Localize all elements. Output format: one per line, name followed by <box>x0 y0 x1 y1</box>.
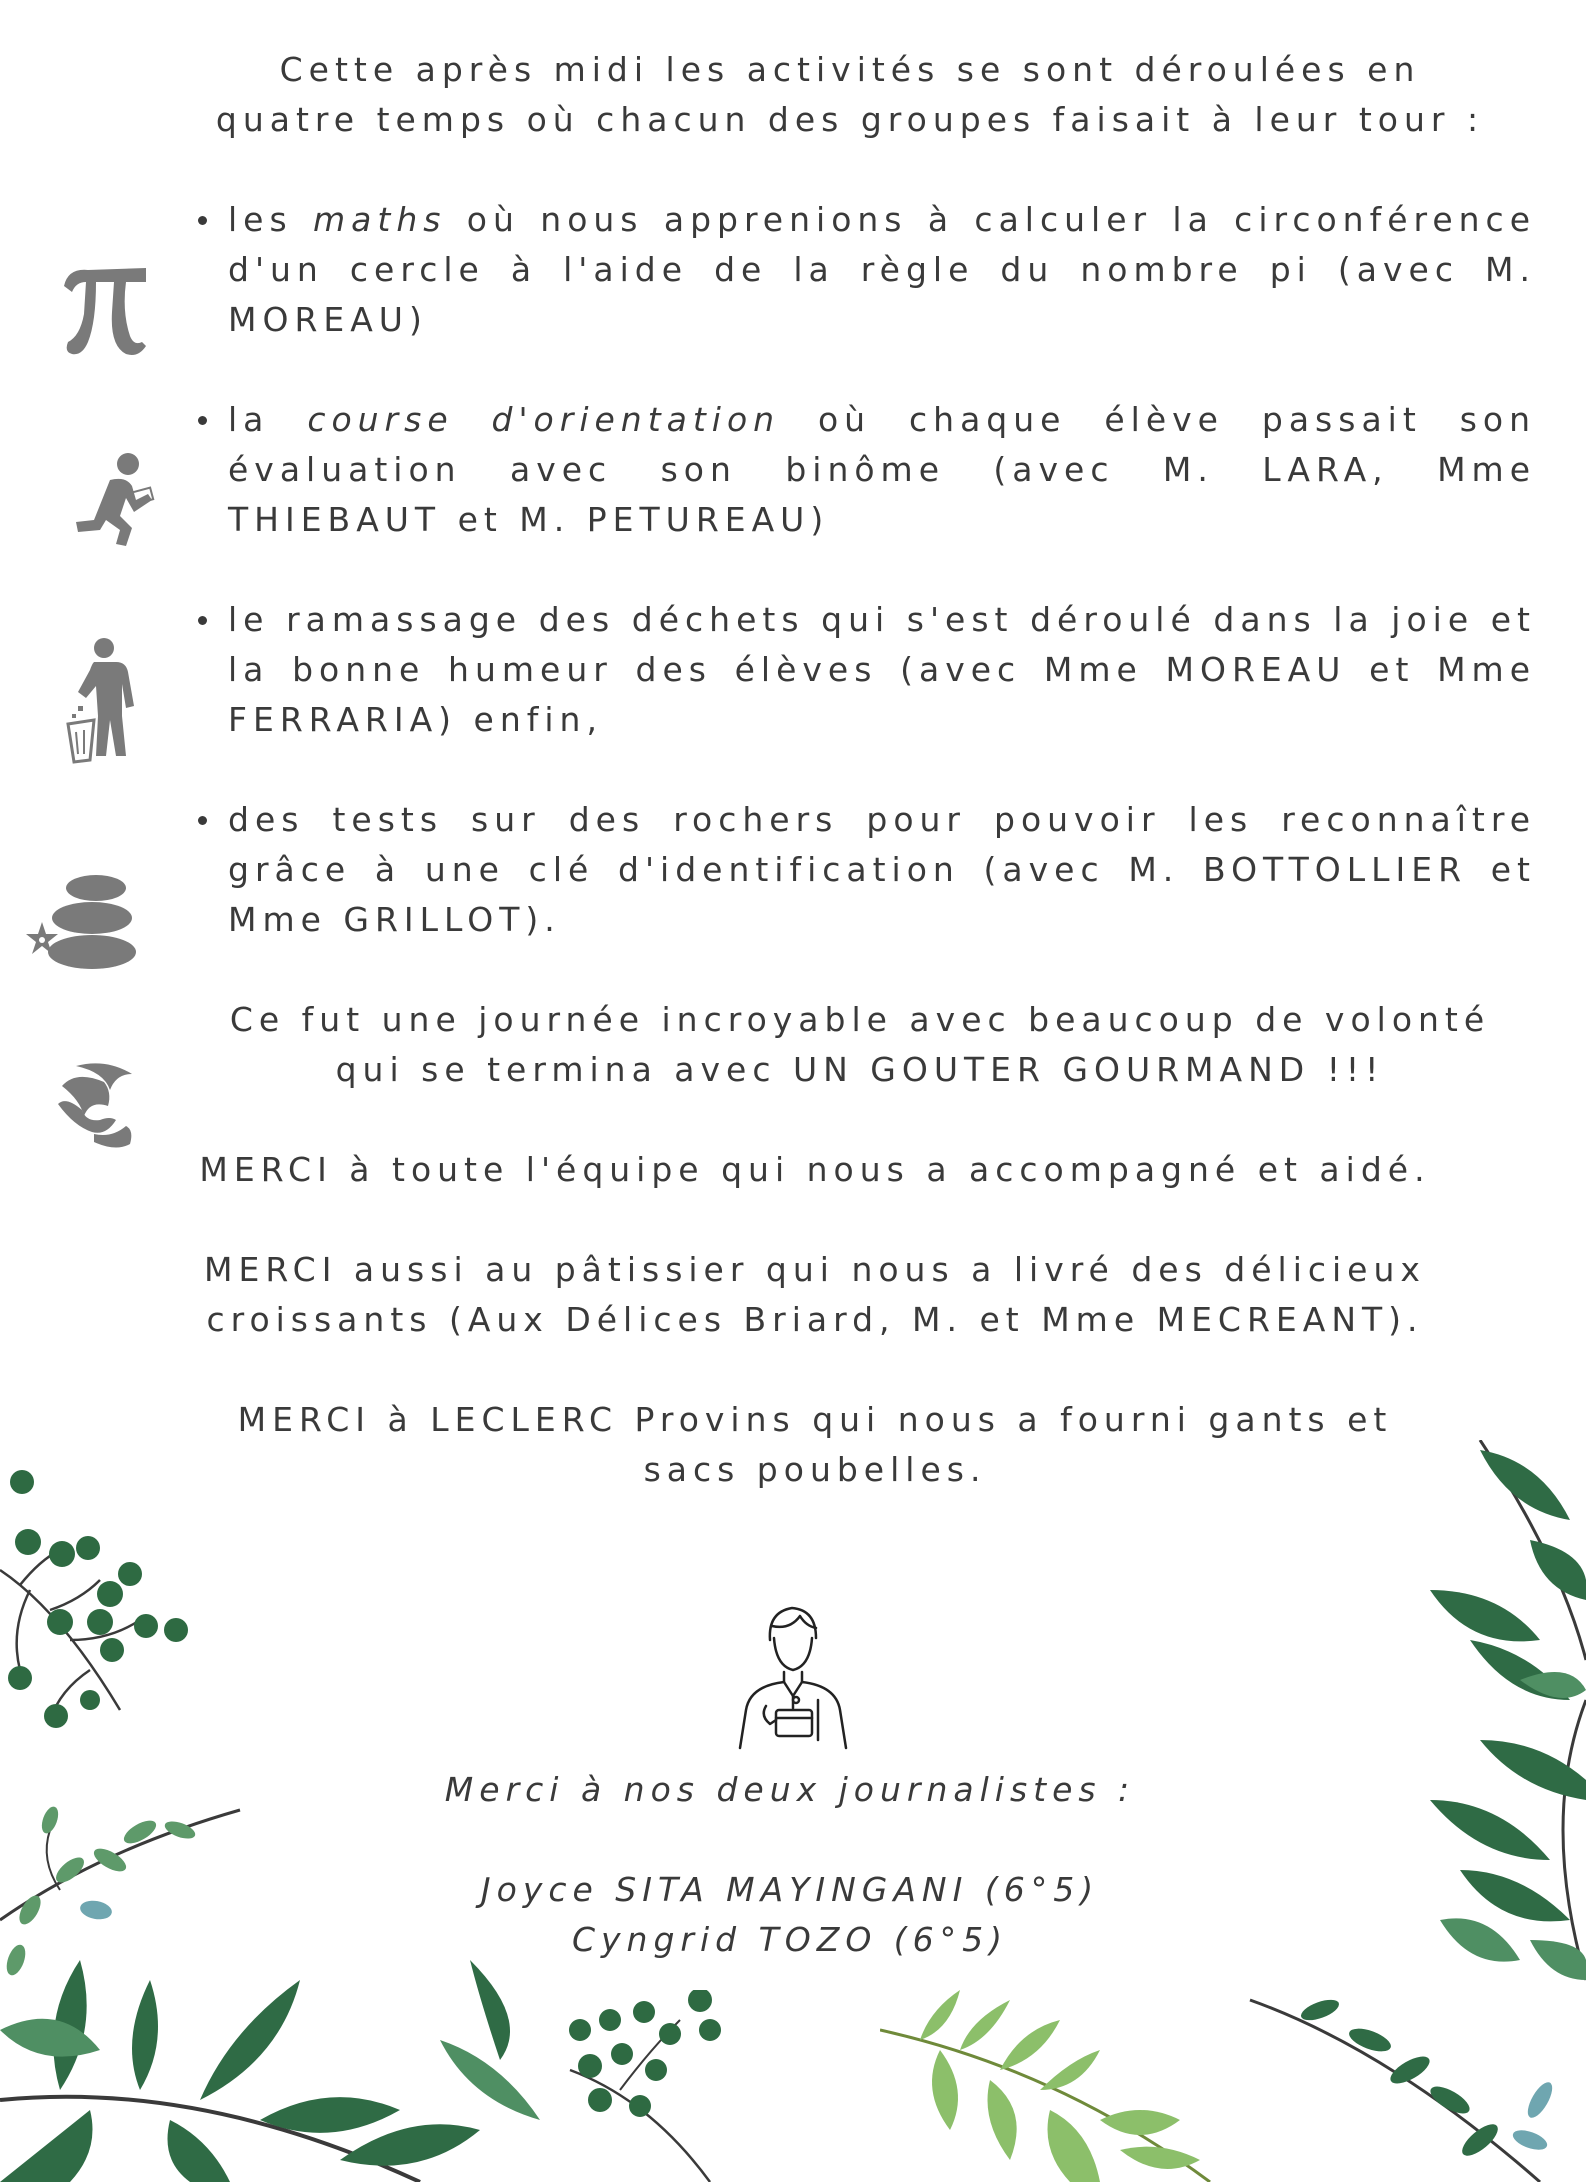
bullet-1 <box>198 216 207 225</box>
leaves-right-decoration <box>1380 1440 1586 2000</box>
credits-heading: Merci à nos deux journalistes : <box>444 1770 1136 1809</box>
intro-line-1: Cette après midi les activités se sont déroulées en <box>279 50 1421 89</box>
bullet-4 <box>198 816 207 825</box>
leaves-bottom-left-decoration <box>0 1960 560 2182</box>
intro-paragraph <box>150 45 1550 145</box>
fern-bottom-right-decoration <box>880 1990 1240 2182</box>
thanks-leclerc: MERCI à LECLERC Provins qui nous a fourni gants et sacs poubelles. <box>237 1400 1393 1489</box>
twig-bottom-right-decoration <box>1240 1990 1586 2182</box>
journalist-2: Cyngrid TOZO (6°5) <box>571 1920 1009 1959</box>
activity-waste-collection: le ramassage des déchets qui s'est déroulé dans la joie et la bonne humeur des élèves (avec Mme MOREAU et Mme FERRARIA) enfin, <box>228 600 1536 739</box>
stones-icon <box>18 872 138 972</box>
bullet-2 <box>198 416 207 425</box>
credits-journalists <box>90 1865 1490 1965</box>
bullet-3 <box>198 616 207 625</box>
berry-branch-left-decoration <box>0 1470 200 1740</box>
litter-bin-person-icon <box>64 636 154 766</box>
activity-orientation: la course d'orientation où chaque élève passait son évaluation avec son binôme (avec M. LARA, Mme THIEBAUT et M. PETUREAU) <box>228 400 1536 539</box>
orienteering-runner-icon <box>70 450 156 550</box>
activity-rocks: des tests sur des rochers pour pouvoir les reconnaître grâce à une clé d'identification (avec M. BOTTOLLIER et Mme GRILLOT). <box>228 800 1536 939</box>
thanks-baker: MERCI aussi au pâtissier qui nous a livré des délicieux croissants (Aux Délices Briard, M. et Mme MECREANT). <box>204 1250 1426 1339</box>
intro-line-2: quatre temps où chacun des groupes faisait à leur tour : <box>215 100 1485 139</box>
berry-branch-center-decoration <box>560 1990 740 2182</box>
conclusion-paragraph: Ce fut une journée incroyable avec beaucoup de volonté qui se termina avec UN GOUTER GOURMAND !!! <box>229 1000 1491 1089</box>
thanks-team: MERCI à toute l'équipe qui nous a accompagné et aidé. <box>199 1150 1431 1189</box>
journalist-1: Joyce SITA MAYINGANI (6°5) <box>480 1870 1100 1909</box>
activity-maths-emphasis: maths <box>313 200 447 239</box>
journalist-icon <box>730 1600 856 1750</box>
pi-icon <box>58 262 150 358</box>
croissant-icon <box>56 1060 138 1150</box>
activity-maths: les maths où nous apprenions à calculer la circonférence d'un cercle à l'aide de la règle du nombre pi (avec M. MOREAU) <box>228 200 1536 339</box>
activity-orientation-emphasis: course d'orientation <box>307 400 781 439</box>
